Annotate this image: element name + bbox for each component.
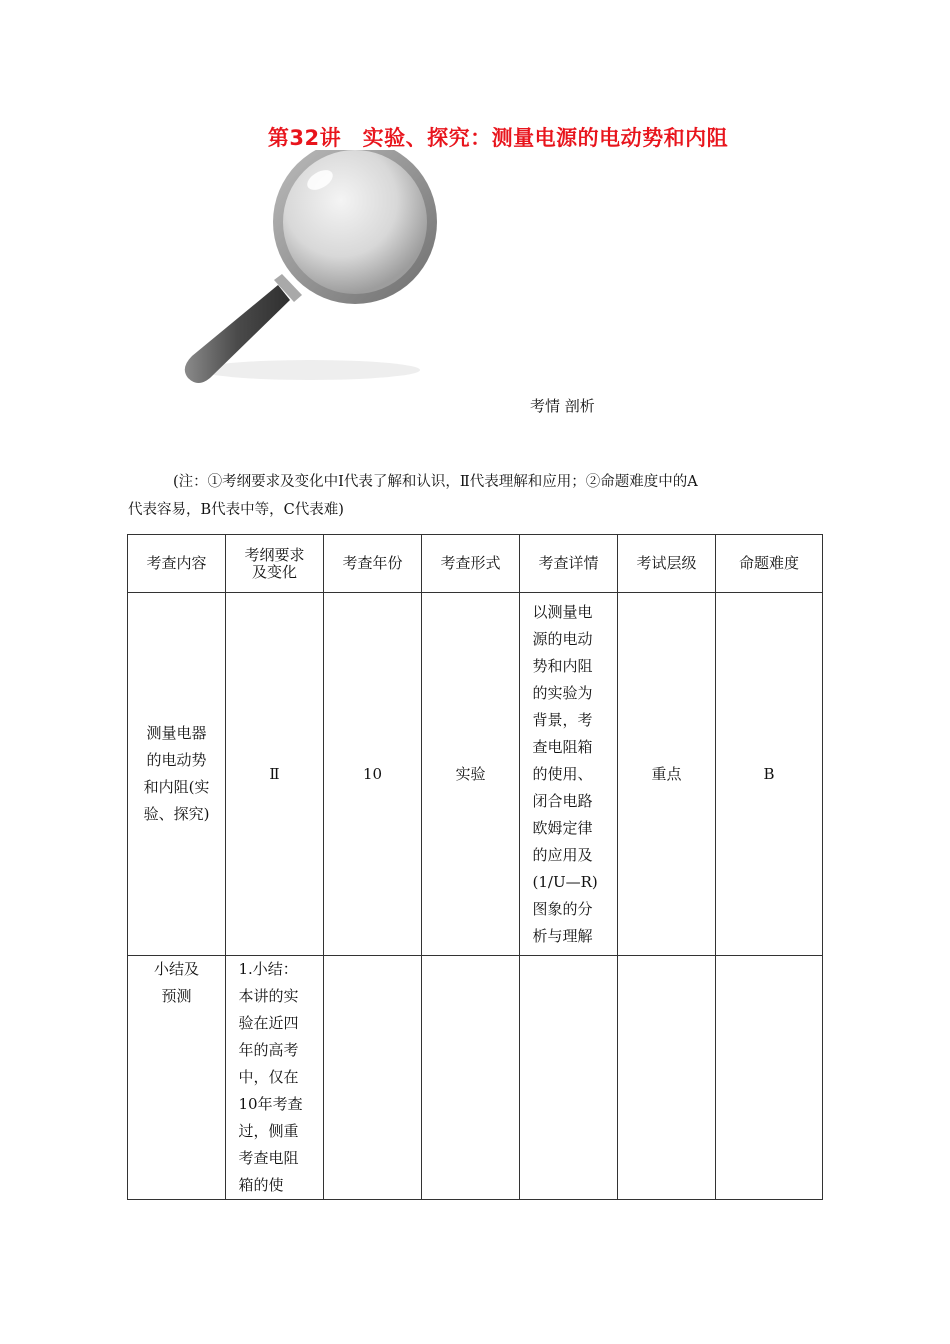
page-title: 第32讲 实验、探究：测量电源的电动势和内阻 — [267, 126, 729, 150]
table-header-row — [128, 535, 823, 593]
note-line-1: (注：①考纲要求及变化中Ⅰ代表了解和认识，Ⅱ代表理解和应用；②命题难度中的A — [173, 474, 698, 490]
exam-analysis-table — [127, 534, 823, 1200]
level-cell: 重点 — [618, 593, 716, 956]
content-text: 测量电器的电动势和内阻(实验、探究) — [143, 724, 210, 823]
section-subheading: 考情 剖析 — [530, 397, 595, 415]
empty-cell — [716, 956, 823, 1200]
header-cell: 命题难度 — [716, 535, 823, 593]
magnifier-illustration — [170, 150, 440, 390]
detail-text: 以测量电源的电动势和内阻的实验为背景，考查电阻箱的使用、闭合电路欧姆定律的应用及(1/U—R)图象的分析与理解 — [532, 602, 598, 945]
header-cell — [226, 535, 324, 593]
header-cell: 考试层级 — [618, 535, 716, 593]
header-text: 考纲要求及变化 — [244, 545, 305, 581]
summary-label: 小结及预测 — [153, 960, 199, 1005]
header-cell: 考查详情 — [520, 535, 618, 593]
table-row — [128, 956, 823, 1200]
empty-cell — [618, 956, 716, 1200]
legend-note — [128, 468, 828, 524]
table-row — [128, 593, 823, 956]
summary-text-cell — [226, 956, 324, 1200]
year-cell: 10 — [324, 593, 422, 956]
header-cell: 考查形式 — [422, 535, 520, 593]
detail-cell — [520, 593, 618, 956]
content-cell — [128, 593, 226, 956]
header-cell: 考查年份 — [324, 535, 422, 593]
empty-cell — [520, 956, 618, 1200]
summary-label-cell — [128, 956, 226, 1200]
difficulty-cell: B — [716, 593, 823, 956]
empty-cell — [324, 956, 422, 1200]
note-line-2: 代表容易，B代表中等，C代表难) — [128, 502, 344, 518]
form-cell: 实验 — [422, 593, 520, 956]
summary-text: 1.小结：本讲的实验在近四年的高考中，仅在10年考查过，侧重考查电阻箱的使 — [238, 960, 303, 1194]
empty-cell — [422, 956, 520, 1200]
header-cell: 考查内容 — [128, 535, 226, 593]
requirement-cell: Ⅱ — [226, 593, 324, 956]
